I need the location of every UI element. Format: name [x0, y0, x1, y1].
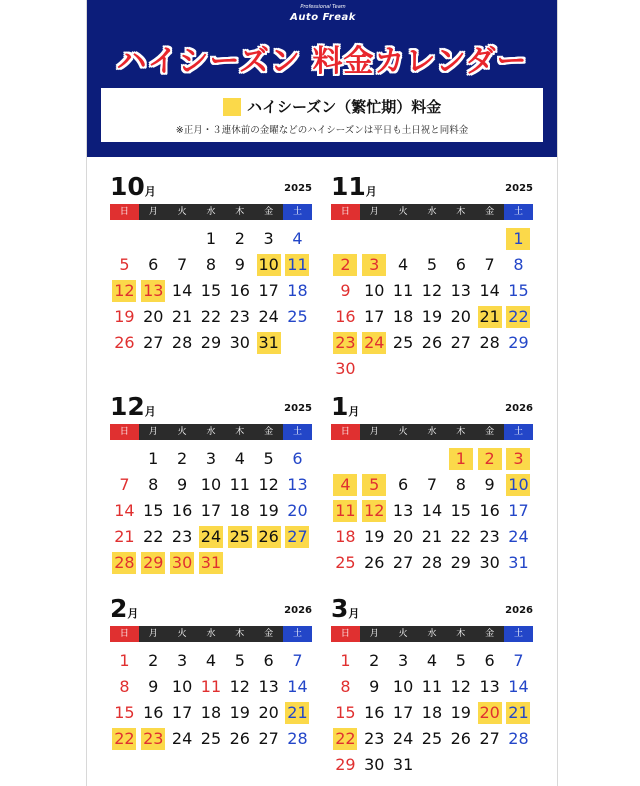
- day-cell: 27: [479, 729, 500, 748]
- day-cell: 20: [258, 703, 279, 722]
- month-suffix: 月: [348, 607, 360, 620]
- day-cell: 23: [229, 307, 250, 326]
- weekday-label: 水: [197, 626, 226, 642]
- day-cell: 7: [177, 255, 188, 274]
- day-cell: 20: [143, 307, 164, 326]
- day-cell: 8: [205, 255, 217, 274]
- day-cell: 19: [364, 527, 385, 546]
- day-cell-high-season: 31: [200, 553, 222, 572]
- day-cell: 5: [119, 255, 130, 274]
- month-year: 2026: [505, 605, 533, 616]
- day-cell-high-season: 1: [506, 228, 530, 250]
- day-cell: 9: [234, 255, 245, 274]
- empty-cell: [478, 228, 502, 250]
- day-cell: 9: [177, 475, 188, 494]
- day-cell: 20: [450, 307, 471, 326]
- day-cell: 27: [143, 333, 164, 352]
- weekday-label: 水: [197, 204, 226, 220]
- day-cell: 13: [450, 281, 471, 300]
- logo-name: Auto Freak: [290, 12, 356, 23]
- weekday-label: 土: [283, 626, 312, 642]
- day-cell-high-season: 24: [200, 527, 222, 546]
- day-cell: 3: [177, 651, 188, 670]
- empty-cell: [170, 228, 194, 250]
- day-cell-high-season: 13: [143, 281, 164, 300]
- day-grid: [331, 446, 533, 576]
- day-cell: 1: [205, 229, 217, 248]
- day-cell: 18: [392, 307, 414, 326]
- day-cell: 2: [148, 651, 159, 670]
- day-cell-high-season: 22: [114, 729, 135, 748]
- weekday-label: 水: [418, 424, 447, 440]
- page-title: ハイシーズン 料金カレンダー: [116, 44, 528, 79]
- empty-cell: [420, 448, 444, 470]
- brand-logo: [287, 4, 359, 28]
- month-1: [331, 392, 533, 576]
- day-grid: [110, 226, 312, 356]
- weekday-label: 水: [197, 424, 226, 440]
- day-cell: 16: [171, 501, 193, 520]
- day-cell-high-season: 11: [287, 255, 308, 274]
- month-3: [331, 594, 533, 778]
- day-cell: 14: [287, 677, 308, 696]
- day-cell: 1: [119, 651, 130, 670]
- day-cell: 21: [171, 307, 193, 326]
- day-cell: 19: [450, 703, 471, 722]
- weekday-header: [331, 626, 533, 642]
- day-cell: 5: [234, 651, 245, 670]
- day-cell: 3: [398, 651, 409, 670]
- month-number: [110, 392, 156, 421]
- day-cell-high-season: 22: [335, 729, 356, 748]
- month-year: 2025: [284, 183, 312, 194]
- month-number: [331, 594, 359, 623]
- day-cell: 19: [114, 307, 135, 326]
- month-header: [110, 172, 312, 202]
- day-cell: 14: [479, 281, 500, 300]
- weekday-label: 月: [360, 424, 389, 440]
- day-cell-high-season: 23: [335, 333, 356, 352]
- empty-cell: [391, 228, 415, 250]
- day-cell-high-season: 20: [479, 703, 500, 722]
- day-cell: 28: [508, 729, 529, 748]
- month-11: [331, 172, 533, 382]
- day-cell: 19: [421, 307, 443, 326]
- day-cell: 6: [148, 255, 159, 274]
- weekday-label: 金: [254, 626, 283, 642]
- day-cell: 7: [119, 475, 130, 494]
- weekday-label: 火: [389, 204, 418, 220]
- weekday-label: 水: [418, 204, 447, 220]
- day-cell-high-season: 5: [362, 474, 386, 496]
- day-cell: 9: [369, 677, 380, 696]
- weekday-label: 月: [139, 204, 168, 220]
- day-cell: 13: [287, 475, 308, 494]
- day-cell: 28: [421, 553, 443, 572]
- day-cell: 24: [171, 729, 193, 748]
- weekday-label: 土: [504, 204, 533, 220]
- day-cell: 27: [258, 729, 279, 748]
- day-cell: 2: [234, 229, 245, 248]
- day-cell: 25: [335, 553, 356, 572]
- month-suffix: 月: [127, 607, 139, 620]
- month-suffix: 月: [144, 185, 156, 198]
- day-cell: 7: [292, 651, 303, 670]
- day-cell: 14: [171, 281, 193, 300]
- day-cell: 24: [392, 729, 414, 748]
- month-number-text: 1: [331, 392, 349, 421]
- day-cell: 15: [114, 703, 135, 722]
- day-cell: 10: [171, 677, 193, 696]
- day-cell: 23: [479, 527, 500, 546]
- day-cell: 30: [335, 359, 356, 378]
- month-header: [331, 392, 533, 422]
- day-cell: 29: [335, 755, 356, 774]
- day-cell: 3: [205, 449, 217, 468]
- day-cell-high-season: 27: [287, 527, 308, 546]
- day-cell: 17: [364, 307, 385, 326]
- day-cell: 10: [364, 281, 385, 300]
- weekday-label: 月: [139, 626, 168, 642]
- weekday-label: 土: [283, 424, 312, 440]
- empty-cell: [391, 448, 415, 470]
- day-cell: 4: [205, 651, 217, 670]
- weekday-label: 金: [475, 204, 504, 220]
- weekday-label: 日: [331, 626, 360, 642]
- month-header: [110, 392, 312, 422]
- day-cell: 22: [200, 307, 222, 326]
- month-suffix: 月: [365, 185, 377, 198]
- month-12: [110, 392, 312, 576]
- day-cell: 15: [450, 501, 471, 520]
- day-cell: 16: [479, 501, 500, 520]
- day-cell: 8: [340, 677, 351, 696]
- day-cell: 30: [479, 553, 500, 572]
- weekday-label: 土: [283, 204, 312, 220]
- weekday-label: 日: [110, 424, 139, 440]
- day-cell: 24: [258, 307, 279, 326]
- day-cell: 4: [292, 229, 303, 248]
- day-cell: 12: [258, 475, 279, 494]
- weekday-label: 日: [110, 626, 139, 642]
- legend-swatch: [223, 98, 241, 116]
- weekday-header: [110, 626, 312, 642]
- weekday-label: 木: [446, 626, 475, 642]
- day-cell: 18: [287, 281, 308, 300]
- day-cell: 21: [421, 527, 443, 546]
- day-cell-high-season: 1: [449, 448, 473, 470]
- day-cell: 1: [148, 449, 159, 468]
- day-cell: 17: [258, 281, 279, 300]
- day-cell-high-season: 21: [508, 703, 529, 722]
- day-cell: 25: [392, 333, 414, 352]
- weekday-label: 月: [360, 626, 389, 642]
- day-cell: 17: [171, 703, 193, 722]
- weekday-label: 月: [360, 204, 389, 220]
- month-suffix: 月: [348, 405, 360, 418]
- month-10: [110, 172, 312, 356]
- day-cell: 20: [392, 527, 414, 546]
- day-cell: 23: [364, 729, 385, 748]
- day-cell: 25: [287, 307, 308, 326]
- day-cell: 29: [450, 553, 471, 572]
- month-suffix: 月: [144, 405, 156, 418]
- day-grid: [331, 648, 533, 778]
- day-cell: 11: [421, 677, 443, 696]
- day-cell: 28: [287, 729, 308, 748]
- day-cell: 27: [392, 553, 414, 572]
- day-cell: 26: [229, 729, 250, 748]
- day-cell: 12: [421, 281, 443, 300]
- day-cell: 4: [426, 651, 438, 670]
- day-cell: 25: [200, 729, 222, 748]
- day-cell: 19: [229, 703, 250, 722]
- day-cell-high-season: 12: [114, 281, 135, 300]
- month-header: [110, 594, 312, 624]
- day-cell: 26: [114, 333, 135, 352]
- month-header: [331, 594, 533, 624]
- day-cell: 28: [479, 333, 500, 352]
- day-cell: 16: [229, 281, 250, 300]
- weekday-label: 木: [225, 204, 254, 220]
- day-cell: 30: [229, 333, 250, 352]
- day-cell-high-season: 10: [258, 255, 279, 274]
- day-cell: 9: [340, 281, 351, 300]
- day-cell: 18: [200, 703, 222, 722]
- day-cell-high-season: 23: [143, 729, 164, 748]
- day-cell-high-season: 29: [143, 553, 164, 572]
- month-number: [110, 594, 138, 623]
- weekday-label: 土: [504, 424, 533, 440]
- day-cell: 12: [450, 677, 471, 696]
- day-cell: 6: [263, 651, 274, 670]
- day-cell: 5: [455, 651, 466, 670]
- legend-note: ※正月・３連休前の金曜などのハイシーズンは平日も土日祝と同料金: [175, 125, 469, 136]
- weekday-label: 火: [389, 626, 418, 642]
- day-cell: 15: [335, 703, 356, 722]
- day-cell-high-season: 30: [171, 553, 193, 572]
- month-number: [331, 392, 359, 421]
- day-cell: 15: [508, 281, 529, 300]
- day-cell: 18: [335, 527, 356, 546]
- day-cell-high-season: 21: [479, 307, 500, 326]
- weekday-label: 金: [254, 424, 283, 440]
- day-cell: 1: [340, 651, 351, 670]
- day-cell-high-season: 4: [333, 474, 357, 496]
- day-cell: 6: [398, 475, 409, 494]
- day-cell: 23: [171, 527, 193, 546]
- empty-cell: [112, 228, 136, 250]
- weekday-label: 火: [168, 626, 197, 642]
- day-cell: 19: [258, 501, 279, 520]
- day-cell: 31: [392, 755, 414, 774]
- weekday-label: 木: [446, 424, 475, 440]
- header-banner: [87, 0, 557, 157]
- empty-cell: [362, 228, 386, 250]
- day-cell: 8: [513, 255, 524, 274]
- day-cell-high-season: 3: [506, 448, 530, 470]
- weekday-label: 土: [504, 626, 533, 642]
- day-cell: 3: [263, 229, 274, 248]
- day-cell: 14: [421, 501, 443, 520]
- weekday-label: 金: [475, 626, 504, 642]
- day-cell: 26: [364, 553, 385, 572]
- day-cell: 18: [229, 501, 250, 520]
- month-number-text: 10: [110, 172, 145, 201]
- day-cell: 8: [148, 475, 159, 494]
- day-cell-high-season: 31: [258, 333, 279, 352]
- day-cell: 24: [508, 527, 529, 546]
- month-2: [110, 594, 312, 752]
- month-number-text: 11: [331, 172, 366, 201]
- day-cell: 18: [421, 703, 443, 722]
- day-cell-high-season: 12: [364, 501, 385, 520]
- day-cell-high-season: 3: [362, 254, 386, 276]
- day-cell-high-season: 10: [508, 475, 529, 494]
- day-cell: 16: [143, 703, 164, 722]
- day-cell: 17: [392, 703, 414, 722]
- day-cell-high-season: 25: [229, 527, 250, 546]
- day-cell: 7: [484, 255, 495, 274]
- day-cell: 26: [450, 729, 471, 748]
- day-cell: 9: [148, 677, 159, 696]
- day-cell: 13: [392, 501, 414, 520]
- month-number-text: 12: [110, 392, 145, 421]
- weekday-label: 金: [475, 424, 504, 440]
- month-number-text: 2: [110, 594, 128, 623]
- day-cell: 8: [119, 677, 130, 696]
- empty-cell: [449, 228, 473, 250]
- weekday-label: 火: [389, 424, 418, 440]
- legend-label: ハイシーズン（繁忙期）料金: [247, 98, 442, 116]
- day-cell: 5: [263, 449, 274, 468]
- day-cell: 30: [364, 755, 385, 774]
- logo-tagline: Professional Team: [300, 4, 346, 10]
- weekday-label: 木: [225, 424, 254, 440]
- day-cell: 22: [450, 527, 471, 546]
- day-grid: [110, 648, 312, 752]
- day-cell: 10: [200, 475, 222, 494]
- empty-cell: [112, 448, 136, 470]
- day-cell: 16: [335, 307, 356, 326]
- day-cell: 14: [114, 501, 135, 520]
- empty-cell: [141, 228, 165, 250]
- weekday-header: [110, 204, 312, 220]
- day-cell: 11: [392, 281, 414, 300]
- month-year: 2025: [284, 403, 312, 414]
- day-grid: [110, 446, 312, 576]
- day-cell: 26: [421, 333, 443, 352]
- weekday-header: [331, 424, 533, 440]
- month-year: 2025: [505, 183, 533, 194]
- legend-box: [101, 88, 543, 142]
- day-cell: 7: [513, 651, 524, 670]
- day-cell: 20: [287, 501, 308, 520]
- day-cell: 15: [200, 281, 222, 300]
- weekday-label: 金: [254, 204, 283, 220]
- month-year: 2026: [284, 605, 312, 616]
- day-cell: 25: [421, 729, 443, 748]
- month-number: [331, 172, 377, 201]
- day-cell-high-season: 24: [364, 333, 385, 352]
- day-cell: 29: [200, 333, 222, 352]
- month-number: [110, 172, 156, 201]
- weekday-header: [331, 204, 533, 220]
- month-year: 2026: [505, 403, 533, 414]
- day-cell: 11: [200, 677, 222, 696]
- weekday-label: 火: [168, 424, 197, 440]
- weekday-label: 日: [110, 204, 139, 220]
- weekday-label: 木: [225, 626, 254, 642]
- day-cell: 4: [398, 255, 409, 274]
- empty-cell: [362, 448, 386, 470]
- month-number-text: 3: [331, 594, 349, 623]
- day-cell: 10: [392, 677, 414, 696]
- day-cell: 17: [508, 501, 529, 520]
- weekday-header: [110, 424, 312, 440]
- day-cell: 22: [143, 527, 164, 546]
- day-cell: 6: [484, 651, 495, 670]
- empty-cell: [333, 228, 357, 250]
- day-cell: 27: [450, 333, 471, 352]
- day-cell-high-season: 22: [508, 307, 529, 326]
- day-cell: 31: [508, 553, 529, 572]
- weekday-label: 日: [331, 424, 360, 440]
- day-cell-high-season: 2: [333, 254, 357, 276]
- day-grid: [331, 226, 533, 382]
- weekday-label: 木: [446, 204, 475, 220]
- day-cell: 28: [171, 333, 193, 352]
- weekday-label: 火: [168, 204, 197, 220]
- empty-cell: [420, 228, 444, 250]
- day-cell: 14: [508, 677, 529, 696]
- weekday-label: 水: [418, 626, 447, 642]
- weekday-label: 月: [139, 424, 168, 440]
- weekday-label: 日: [331, 204, 360, 220]
- day-cell: 11: [229, 475, 250, 494]
- day-cell-high-season: 28: [114, 553, 135, 572]
- day-cell: 4: [234, 449, 245, 468]
- day-cell: 2: [369, 651, 380, 670]
- month-header: [331, 172, 533, 202]
- day-cell: 9: [484, 475, 495, 494]
- day-cell-high-season: 11: [335, 501, 356, 520]
- day-cell: 29: [508, 333, 529, 352]
- day-cell: 6: [455, 255, 466, 274]
- day-cell: 13: [258, 677, 279, 696]
- day-cell: 16: [364, 703, 385, 722]
- day-cell: 13: [479, 677, 500, 696]
- day-cell: 6: [292, 449, 303, 468]
- day-cell: 21: [114, 527, 135, 546]
- day-cell: 17: [200, 501, 222, 520]
- calendar-sheet: [86, 0, 558, 786]
- day-cell: 2: [177, 449, 188, 468]
- day-cell-high-season: 21: [287, 703, 308, 722]
- day-cell-high-season: 26: [258, 527, 279, 546]
- empty-cell: [333, 448, 357, 470]
- day-cell: 12: [229, 677, 250, 696]
- day-cell: 7: [426, 475, 438, 494]
- day-cell-high-season: 2: [478, 448, 502, 470]
- day-cell: 8: [455, 475, 466, 494]
- day-cell: 15: [143, 501, 164, 520]
- day-cell: 5: [426, 255, 438, 274]
